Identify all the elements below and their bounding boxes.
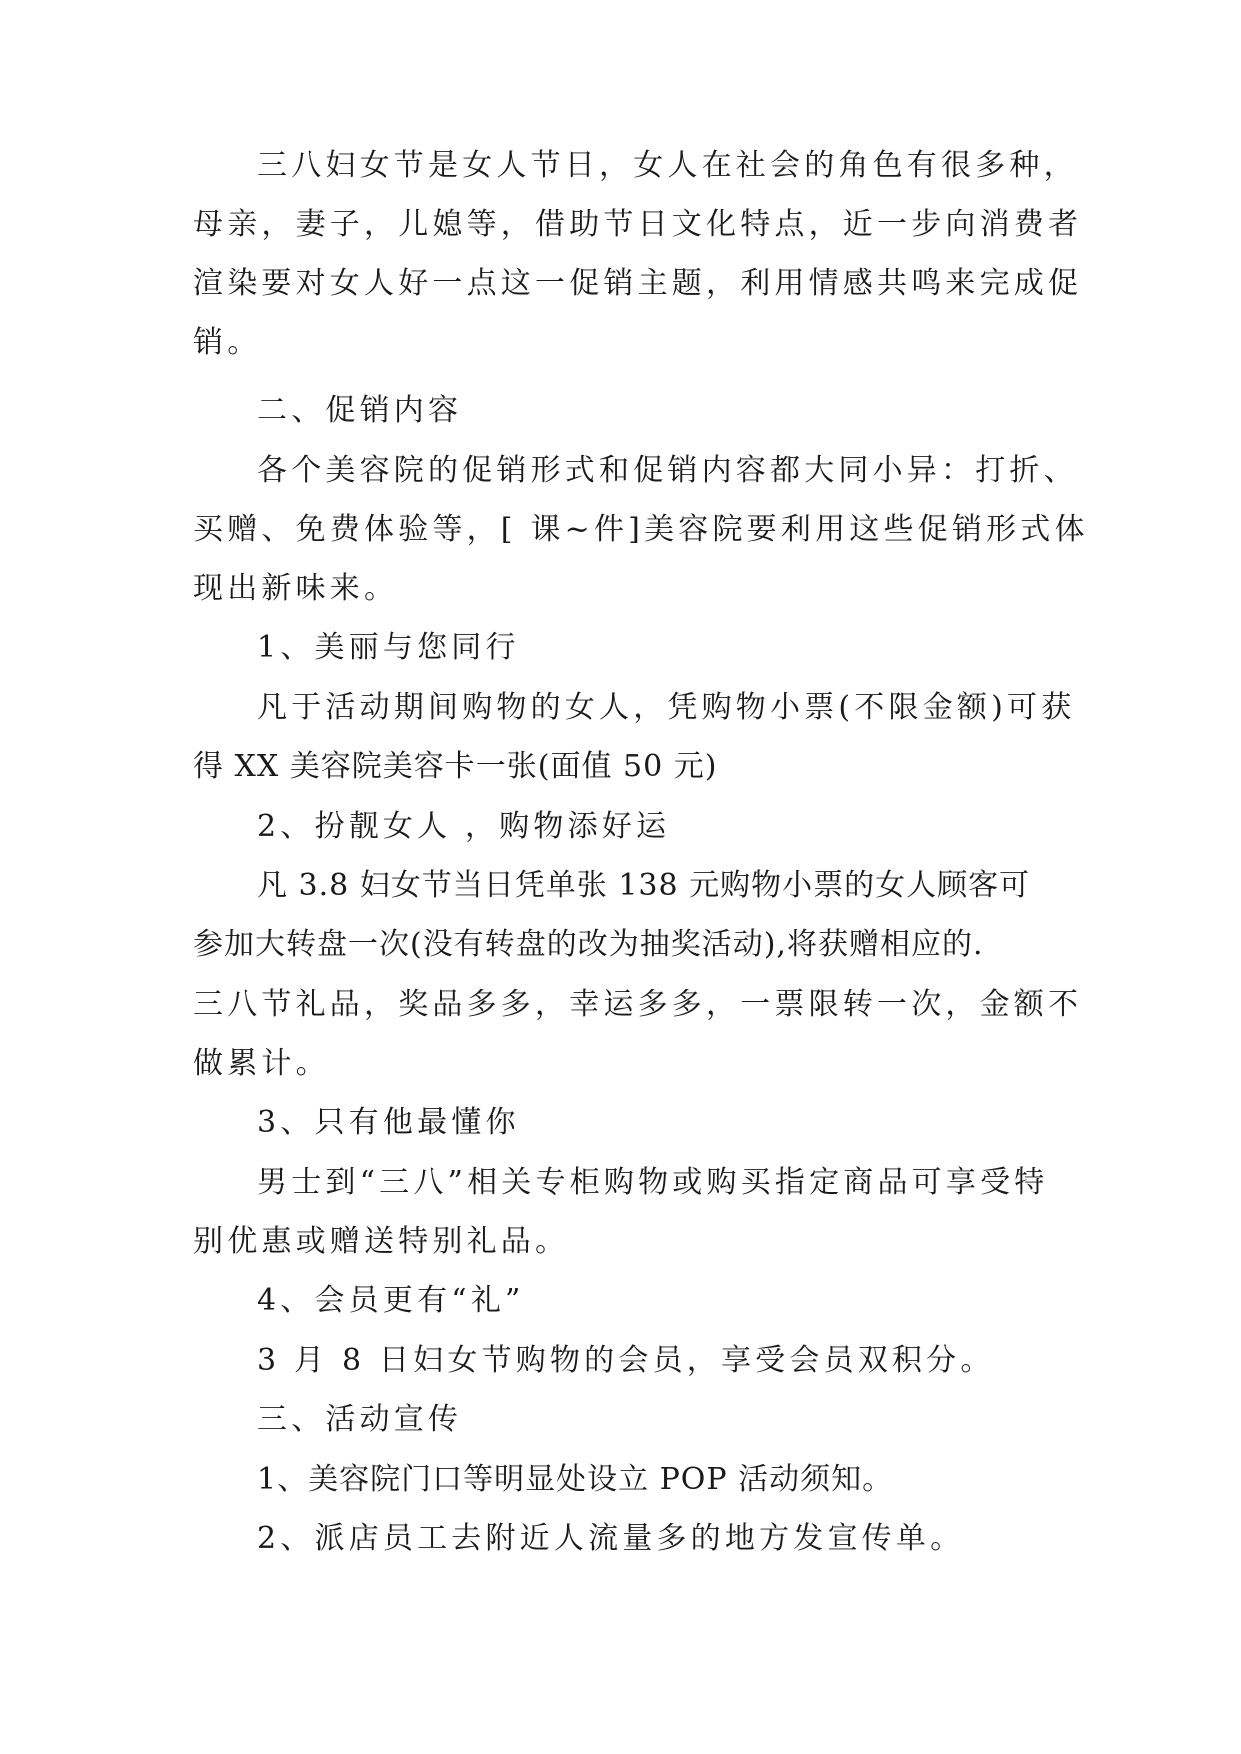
paragraph-line: 别优惠或赠送特别礼品。 — [193, 1224, 570, 1259]
paragraph-line: 2、派店员工去附近人流量多的地方发宣传单。 — [257, 1521, 965, 1556]
paragraph-line: 渲染要对女人好一点这一促销主题，利用情感共鸣来完成促 — [193, 266, 1083, 301]
item-heading: 3、只有他最懂你 — [257, 1105, 520, 1140]
paragraph-line: 凡 3.8 妇女节当日凭单张 138 元购物小票的女人顾客可 — [257, 868, 1031, 903]
paragraph-line: 现出新味来。 — [193, 571, 399, 606]
paragraph-line: 三八妇女节是女人节日，女人在社会的角色有很多种， — [257, 148, 1078, 183]
paragraph-line: 参加大转盘一次(没有转盘的改为抽奖活动),将获赠相应的. — [193, 927, 984, 962]
item-heading: 4、会员更有“礼” — [257, 1283, 525, 1318]
section-heading: 三、活动宣传 — [257, 1402, 463, 1437]
paragraph-line: 三八节礼品，奖品多多，幸运多多，一票限转一次，金额不 — [193, 987, 1083, 1022]
item-heading: 1、美丽与您同行 — [257, 630, 520, 665]
section-heading: 二、促销内容 — [257, 393, 463, 428]
paragraph-line: 得 XX 美容院美容卡一张(面值 50 元) — [193, 749, 718, 784]
paragraph-line: 3 月 8 日妇女节购物的会员，享受会员双积分。 — [257, 1343, 995, 1378]
paragraph-line: 做累计。 — [193, 1046, 330, 1081]
item-heading: 2、扮靓女人 ，购物添好运 — [257, 809, 671, 844]
paragraph-line: 母亲，妻子，儿媳等，借助节日文化特点，近一步向消费者 — [193, 207, 1083, 242]
paragraph-line: 男士到“三八”相关专柜购物或购买指定商品可享受特 — [257, 1165, 1049, 1200]
paragraph-line: 买赠、免费体验等，[ 课~件]美容院要利用这些促销形式体 — [193, 512, 1089, 547]
paragraph-line: 凡于活动期间购物的女人，凭购物小票(不限金额)可获 — [257, 690, 1076, 725]
paragraph-line: 各个美容院的促销形式和促销内容都大同小异：打折、 — [257, 453, 1078, 488]
paragraph-line: 1、美容院门口等明显处设立 POP 活动须知。 — [257, 1462, 894, 1497]
paragraph-line: 销。 — [193, 325, 262, 360]
